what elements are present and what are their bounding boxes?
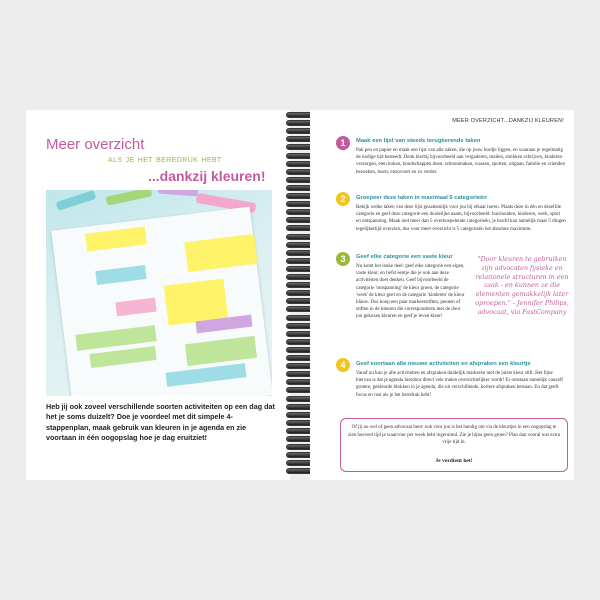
agenda-photo bbox=[46, 190, 272, 396]
marker-green bbox=[106, 190, 153, 206]
page-title: Meer overzicht bbox=[46, 136, 145, 153]
step-number-3: 3 bbox=[336, 252, 350, 266]
step-body-1: Pak pen en papier en maak een lijst van alle zaken, die op jouw bordje liggen, en waaraan je regelmatig de nodige tijd besteedt. Denk hierbij bijvoorbeeld aan vergaderen, mailen, smikken schrijven, kinderen verzorgen, eten koken, boodschappen doen, schoonmaken, wassen, sporten, uitgaan, familie en vrienden bezoeken, lezen, enzovoort en zo verder. bbox=[356, 148, 566, 175]
step-number-4: 4 bbox=[336, 358, 350, 372]
step-body-4: Vanaf nu kun je alle activiteiten en afspraken duidelijk markeren met de juiste kleur stift. Het fijne hiervan is dat je agenda hierdoor direct vele malen overzichtelijker wordt! Er ontstaan namelijk vanzelf grotere, gekleurde blokken in je agenda, die uit verschillende, kortere afspraken bestaan. En dat geeft focus en rust als je het beredruk hebt! bbox=[356, 371, 563, 398]
intro-text: Heb jij ook zoveel verschillende soorten activiteiten op een dag dat het je soms duizelt? Doe je voordeel met dit simpele 4-stappenplan, maak gebruik van kleuren in je agenda en zie voortaan in één oogopslag hoe je dag eruitziet! bbox=[46, 402, 275, 443]
marker-purple bbox=[158, 190, 199, 196]
lawyer-quote: "Door kleuren te gebruiken zijn advocaten fysieke en relationele structuren in een zaak - en kunnen ze die elementen gemakkelijk later oproepen." - Jennifer Philips, advocaat, via FastCompany bbox=[475, 255, 569, 316]
step-body-3: Nu komt het leuke deel: geef elke categorie een eigen, vaste kleur, en liefst eentje die je ook aan deze activiteiten doet denken. Geef bijvoorbeeld de categorie 'ontspanning' de kleur groen, de categorie 'werk' de kleur geel en de categorie 'kinderen' de kleur blauw. Dus koop een paar markeerstiften, pennen of stiften in de kleuren die corresponderen met de door jou gekozen kleuren en geef je leven kleur! bbox=[356, 264, 465, 320]
step-title-2: Groepeer deze taken in maximaal 5 categorieën bbox=[356, 195, 487, 201]
step-number-2: 2 bbox=[336, 192, 350, 206]
page-title-accent: ...dankzij kleuren! bbox=[148, 168, 266, 184]
page-subtitle: als je het beredruk hebt bbox=[108, 154, 222, 165]
marker-blue bbox=[56, 190, 97, 211]
step-title-3: Geef elke categorie een vaste kleur bbox=[356, 254, 453, 260]
step-title-1: Maak een lijst van steeds terugkerende taken bbox=[356, 138, 481, 144]
tip-highlight: Je verdient het! bbox=[435, 458, 473, 464]
step-number-1: 1 bbox=[336, 136, 350, 150]
step-title-4: Geef voortaan alle nieuwe activiteiten en afspraken een kleurtje bbox=[356, 361, 531, 367]
tip-box bbox=[340, 418, 568, 472]
right-page bbox=[310, 110, 574, 480]
left-page bbox=[26, 110, 290, 480]
tip-text: Of jij nu wel of geen advocaat bent: ook voor jou is het handig om via de kleurtjes in een oogopslag te zien hoeveel tijd je waarvoor per week hebt ingeruimd. Zie je bijna geen groen? Plan dan vooral wat extra vrije tijd in. bbox=[347, 425, 561, 446]
running-header: MEER OVERZICHT...DANKZIJ KLEUREN! bbox=[452, 118, 564, 124]
step-body-2: Bekijk welke taken van deze lijst gezamenlijk voor jou bij elkaar horen. Plaats deze in één en dezelfde categorie en geef deze categorie een duidelijke naam, bijvoorbeeld: huishouden, kinderen, werk, sport en ontspanning. Maak niet meer dan 5 overkoepelende categorieën, je hoofd kan namelijk maar 5 dingen tegelijkertijd overzien, dus voor meer overzicht is 5 categorieën het absolute maximum. bbox=[356, 205, 566, 232]
